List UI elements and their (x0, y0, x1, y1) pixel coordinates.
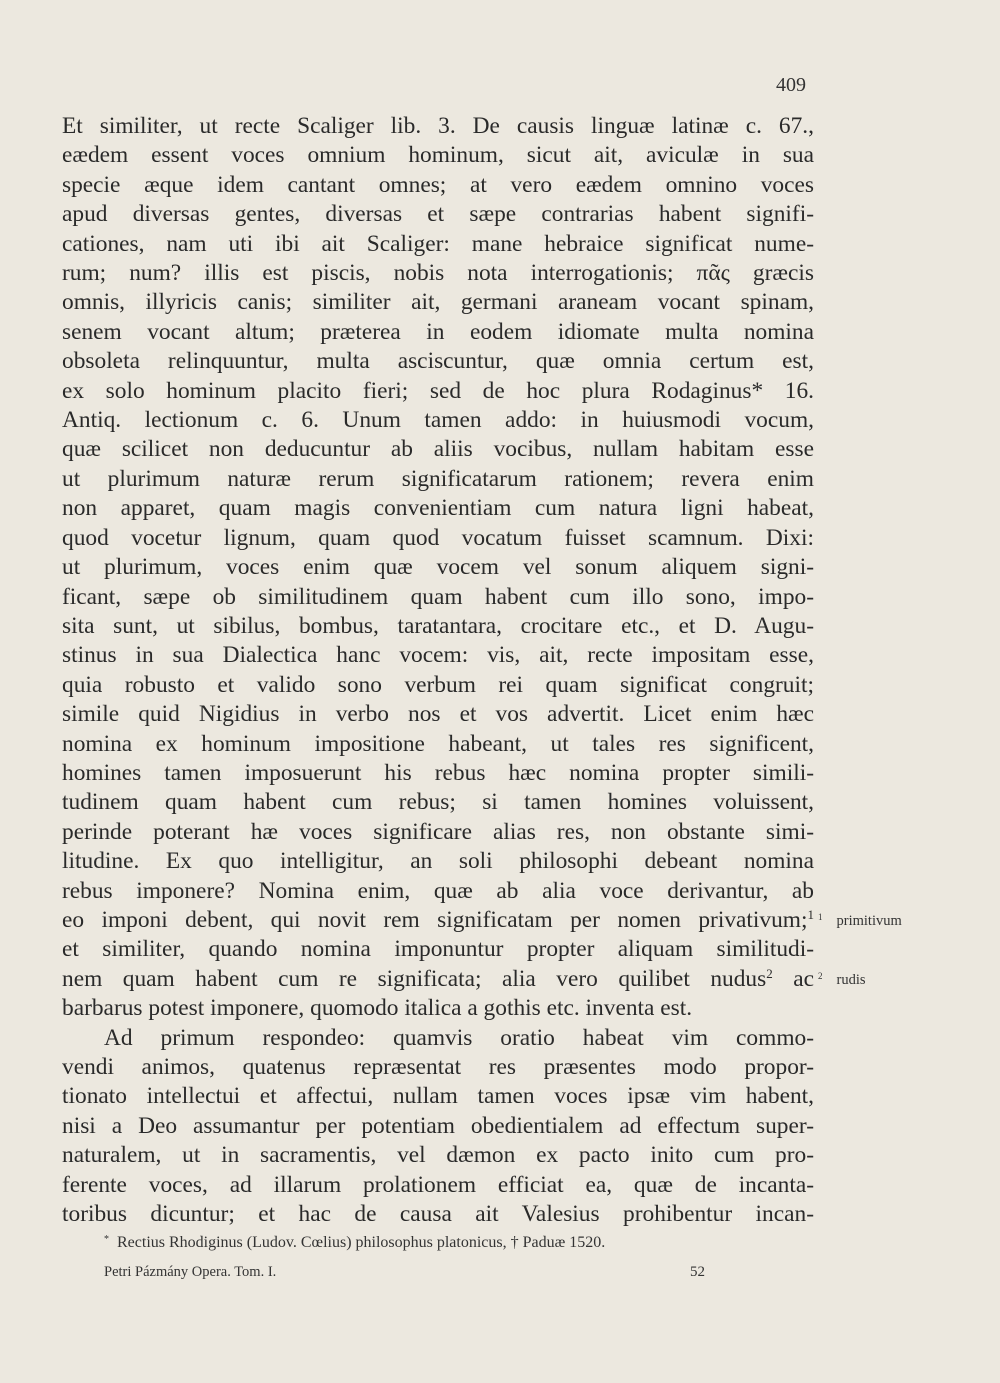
text-line-content: tionato intellectui et affectui, nullam tamen voces ipsæ vim habent, (62, 1083, 814, 1110)
text-line (62, 818, 814, 847)
margin-note-2 (818, 972, 866, 989)
text-line-content: senem vocant altum; præterea in eodem idiomate multa nomina (62, 318, 814, 345)
text-line (62, 200, 814, 229)
text-line (62, 730, 814, 759)
text-line-content: specie æque idem cantant omnes; at vero eædem omnino voces (62, 171, 814, 198)
text-line (62, 583, 814, 612)
text-line-content: Ad primum respondeo: quamvis oratio habeat vim commo- (104, 1024, 814, 1051)
margin-note-marker: 2 (818, 971, 823, 981)
margin-note-text: primitivum (836, 913, 902, 929)
text-line (62, 700, 814, 729)
text-line-content: nisi a Deo assumantur per potentiam obedientialem ad effectum super- (62, 1112, 814, 1139)
text-line (62, 1053, 814, 1082)
text-line-content: perinde poterant hæ voces significare alias res, non obstante simi- (62, 818, 814, 845)
text-line-content: barbarus potest imponere, quomodo italica a gothis etc. inventa est. (62, 995, 693, 1022)
text-line-tail: ac (772, 965, 814, 992)
text-line (62, 1200, 814, 1229)
text-line-content: Antiq. lectionum c. 6. Unum tamen addo: in huiusmodi vocum, (62, 407, 814, 434)
text-line (62, 259, 814, 288)
margin-note-marker: 1 (818, 912, 823, 922)
text-line-content: litudine. Ex quo intelligitur, an soli philosophi debeant nomina (62, 848, 814, 875)
margin-note-1 (818, 913, 902, 930)
text-line (62, 465, 814, 494)
text-line (62, 1024, 814, 1053)
text-line-content: quæ scilicet non deducuntur ab aliis vocibus, nullam habitam esse (62, 436, 814, 463)
text-line (62, 347, 814, 376)
text-line (62, 1082, 814, 1111)
text-line (62, 1141, 814, 1170)
signature-line: Petri Pázmány Opera. Tom. I. (104, 1264, 277, 1280)
footnote (104, 1234, 724, 1252)
footnote-reference: 1 (807, 906, 814, 922)
text-line-content: omnis, illyricis canis; similiter ait, germani araneam vocant spinam, (62, 289, 814, 316)
text-line-content: stinus in sua Dialectica hanc vocem: vis, ait, recte impositam esse, (62, 642, 814, 669)
text-line (62, 671, 814, 700)
text-line (62, 288, 814, 317)
text-line-content: cationes, nam uti ibi ait Scaliger: mane hebraice significat nume- (62, 230, 814, 257)
text-line-content: toribus dicuntur; et hac de causa ait Valesius prohibentur incan- (62, 1201, 814, 1228)
text-line (62, 935, 814, 964)
text-line-content: non apparet, quam magis convenientiam cum natura ligni habeat, (62, 495, 814, 522)
text-line (62, 847, 814, 876)
text-line-content: Et similiter, ut recte Scaliger lib. 3. De causis linguæ latinæ c. 67., (62, 113, 814, 139)
text-line-content: ut plurimum, voces enim quæ vocem vel sonum aliquem signi- (62, 554, 814, 581)
text-line-content: ferente voces, ad illarum prolationem efficiat ea, quæ de incanta- (62, 1171, 814, 1198)
text-line (62, 759, 814, 788)
text-line (62, 171, 814, 200)
text-line-content: ex solo hominum placito fieri; sed de hoc plura Rodaginus* 16. (62, 377, 814, 404)
text-line (62, 318, 814, 347)
text-line (62, 230, 814, 259)
text-line (62, 906, 814, 935)
footnote-marker: * (104, 1234, 109, 1245)
text-line (62, 406, 814, 435)
text-line (62, 553, 814, 582)
text-line (62, 1112, 814, 1141)
text-line (62, 788, 814, 817)
text-line-content: apud diversas gentes, diversas et sæpe contrarias habent signifi- (62, 201, 814, 228)
text-line (62, 112, 814, 141)
text-line-content: quia robusto et valido sono verbum rei quam significat congruit; (62, 671, 814, 698)
text-line (62, 494, 814, 523)
body-text (62, 112, 814, 1229)
text-line-content: rum; num? illis est piscis, nobis nota interrogationis; πᾶς græcis (62, 260, 814, 287)
text-line (62, 141, 814, 170)
text-line-content: eædem essent voces omnium hominum, sicut ait, aviculæ in sua (62, 142, 814, 169)
footnote-text: Rectius Rhodiginus (Ludov. Cœlius) philosophus platonicus, † Paduæ 1520. (117, 1234, 606, 1251)
margin-note-text: rudis (836, 972, 866, 988)
text-line-content: rebus imponere? Nomina enim, quæ ab alia voce derivantur, ab (62, 877, 814, 904)
text-line (62, 524, 814, 553)
text-line-content: ut plurimum naturæ rerum significatarum rationem; revera enim (62, 465, 814, 492)
text-line (62, 965, 814, 994)
text-line-content: eo imponi debent, qui novit rem significatam per nomen privativum; (62, 906, 808, 933)
text-line-content: nem quam habent cum re significata; alia vero quilibet nudus (62, 965, 767, 992)
text-line-content: naturalem, ut in sacramentis, vel dæmon ex pacto inito cum pro- (62, 1142, 814, 1169)
text-line-content: et similiter, quando nomina imponuntur propter aliquam similitudi- (62, 936, 814, 963)
page-number: 409 (776, 74, 806, 96)
text-line (62, 1171, 814, 1200)
text-line (62, 994, 814, 1023)
text-line (62, 877, 814, 906)
text-line-content: simile quid Nigidius in verbo nos et vos advertit. Licet enim hæc (62, 701, 814, 728)
text-line (62, 612, 814, 641)
text-line-content: ficant, sæpe ob similitudinem quam habent cum illo sono, impo- (62, 583, 814, 610)
text-line-content: quod vocetur lignum, quam quod vocatum fuisset scamnum. Dixi: (62, 524, 814, 551)
text-line (62, 377, 814, 406)
text-line-content: sita sunt, ut sibilus, bombus, taratantara, crocitare etc., et D. Augu- (62, 612, 814, 639)
text-line (62, 641, 814, 670)
text-line-content: homines tamen imposuerunt his rebus hæc nomina propter simili- (62, 759, 814, 786)
sheet-number: 52 (690, 1264, 705, 1280)
text-line-content: obsoleta relinquuntur, multa asciscuntur, quæ omnia certum est, (62, 348, 814, 375)
text-line (62, 435, 814, 464)
footnote-reference: 2 (766, 965, 773, 981)
text-line-content: tudinem quam habent cum rebus; si tamen homines voluissent, (62, 789, 814, 816)
text-line-content: nomina ex hominum impositione habeant, ut tales res significent, (62, 730, 814, 757)
text-line-content: vendi animos, quatenus repræsentat res præsentes modo propor- (62, 1054, 814, 1080)
